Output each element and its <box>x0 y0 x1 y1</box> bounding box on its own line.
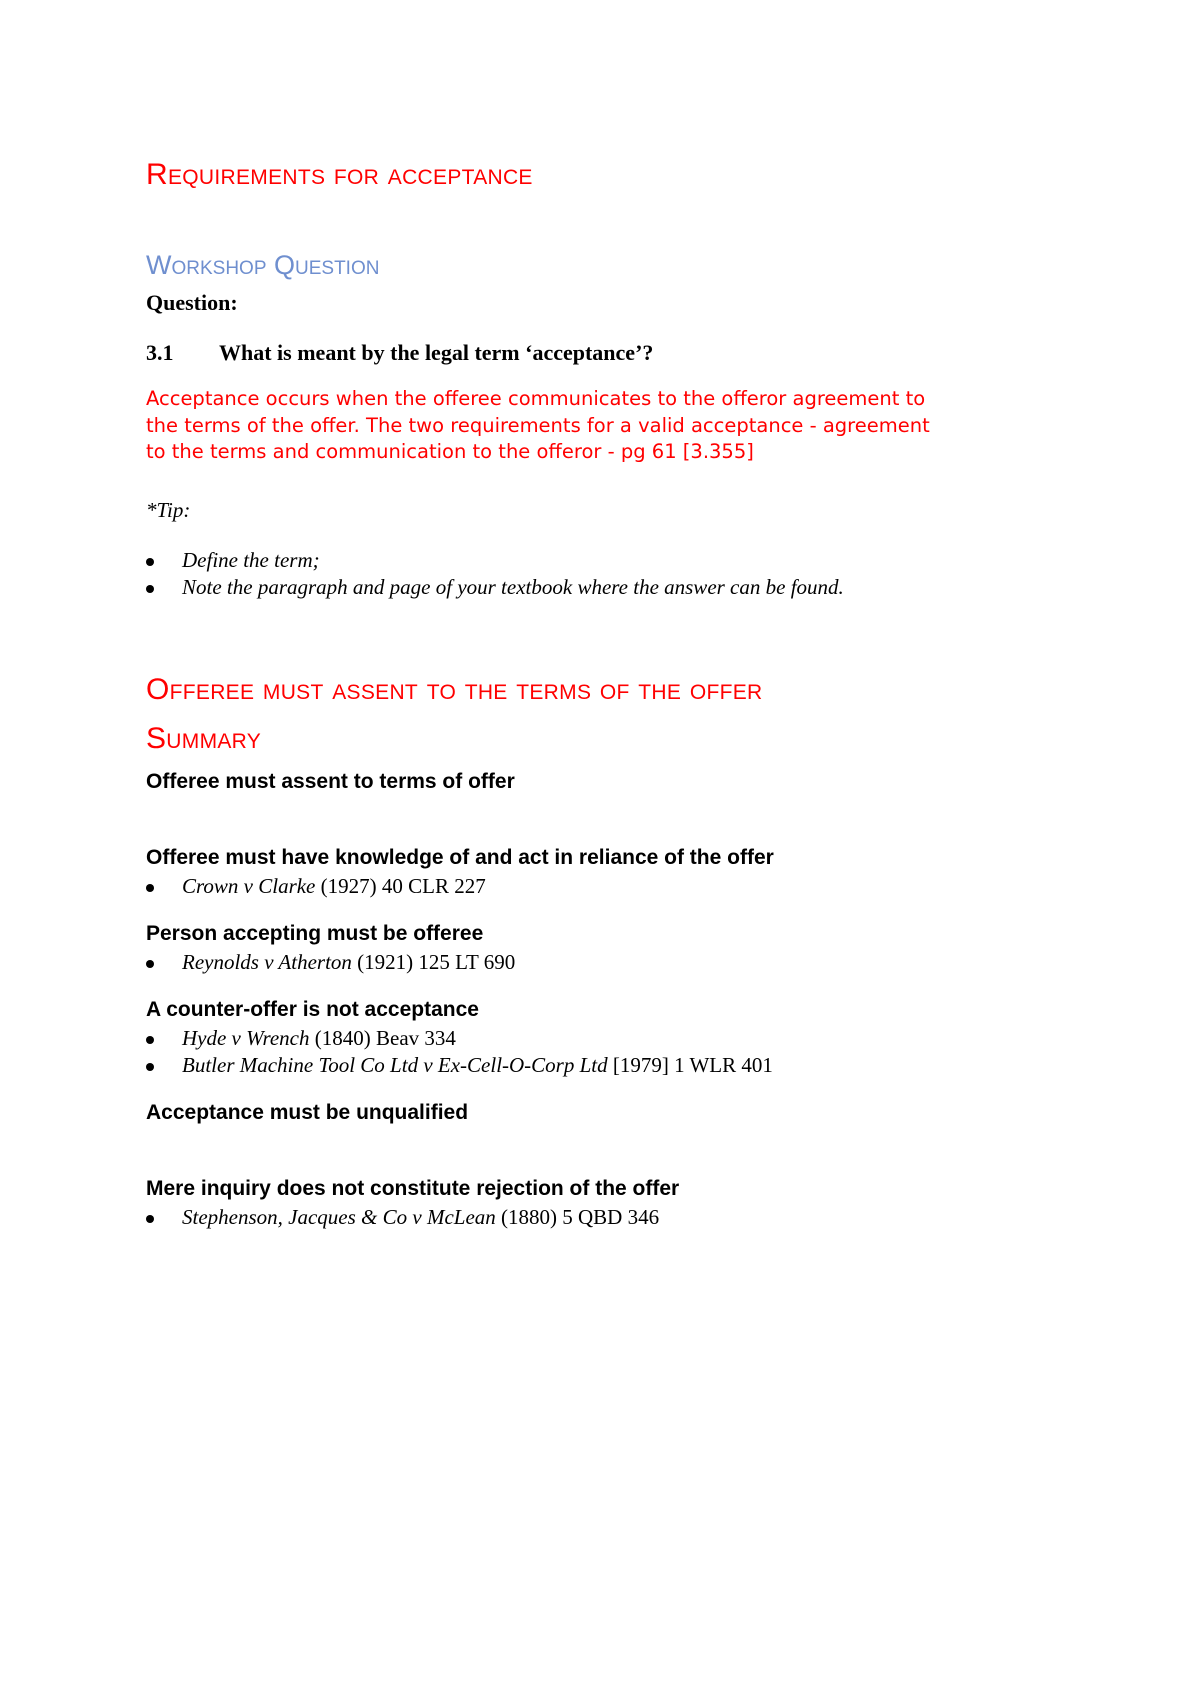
answer-line: the terms of the offer. The two requirements for a valid acceptance - agreement <box>146 413 930 437</box>
case-name: Butler Machine Tool Co Ltd v Ex-Cell-O-Corp Ltd <box>182 1053 608 1077</box>
bullet-icon <box>146 1036 154 1044</box>
summary-subheading: Mere inquiry does not constitute rejection of the offer <box>146 1177 680 1200</box>
case-name: Reynolds v Atherton <box>182 950 352 974</box>
bullet-icon <box>146 1215 154 1223</box>
tip-item: Define the term; <box>182 548 320 573</box>
case-name: Crown v Clarke <box>182 874 316 898</box>
question-number: 3.1 <box>146 340 174 365</box>
case-citation <box>182 1026 456 1051</box>
question-text: What is meant by the legal term ‘acceptance’? <box>219 340 654 365</box>
workshop-heading: Workshop Question <box>146 250 380 280</box>
question-label: Question: <box>146 290 238 315</box>
case-citation <box>182 1053 773 1078</box>
answer-line: to the terms and communication to the offeror - pg 61 [3.355] <box>146 440 754 463</box>
answer-paragraph <box>146 386 1076 466</box>
summary-heading: Summary <box>146 722 262 755</box>
answer-line: Acceptance occurs when the offeree communicates to the offeror agreement to <box>146 387 926 410</box>
bullet-icon <box>146 558 154 566</box>
bullet-icon <box>146 884 154 892</box>
bullet-icon <box>146 960 154 968</box>
case-name: Hyde v Wrench <box>182 1026 310 1050</box>
case-citation <box>182 1205 659 1230</box>
case-reference: [1979] 1 WLR 401 <box>607 1053 773 1077</box>
summary-subheading: Acceptance must be unqualified <box>146 1101 469 1124</box>
case-citation <box>182 950 515 975</box>
tip-item: Note the paragraph and page of your textbook where the answer can be found. <box>182 575 844 600</box>
case-reference: (1927) 40 CLR 227 <box>315 874 486 898</box>
bullet-icon <box>146 1063 154 1071</box>
case-reference: (1880) 5 QBD 346 <box>495 1205 660 1229</box>
summary-subheading: Offeree must assent to terms of offer <box>146 770 515 793</box>
case-citation <box>182 874 486 899</box>
case-reference: (1921) 125 LT 690 <box>351 950 516 974</box>
summary-subheading: Person accepting must be offeree <box>146 922 484 945</box>
summary-subheading: Offeree must have knowledge of and act in reliance of the offer <box>146 846 774 869</box>
section-heading: Offeree must assent to the terms of the offer <box>146 673 763 706</box>
case-reference: (1840) Beav 334 <box>309 1026 456 1050</box>
case-name: Stephenson, Jacques & Co v McLean <box>182 1205 496 1229</box>
main-heading: Requirements for acceptance <box>146 158 533 191</box>
bullet-icon <box>146 585 154 593</box>
tip-label: *Tip: <box>146 498 191 522</box>
summary-subheading: A counter-offer is not acceptance <box>146 998 479 1021</box>
